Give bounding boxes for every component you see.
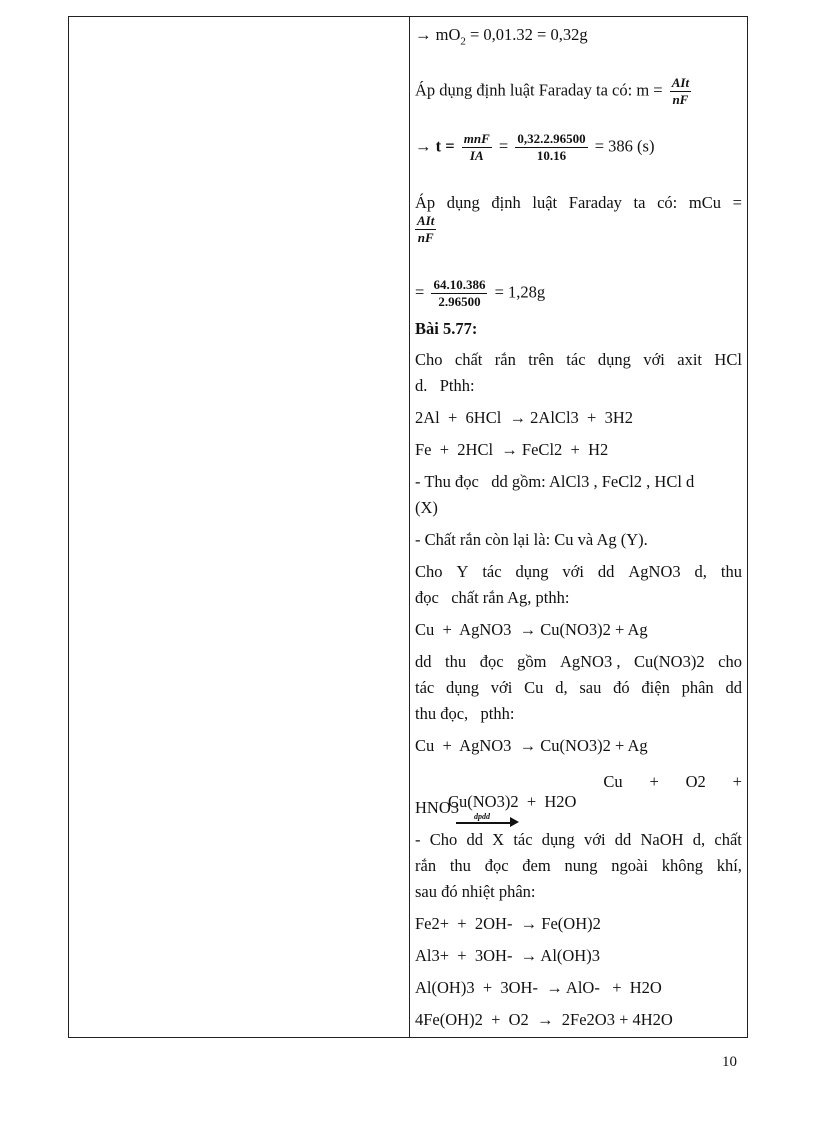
content-table [68, 16, 748, 1038]
paragraph-1-line-2: d. Pthh: [415, 376, 475, 395]
paragraph-2-line-2: đọc chất rắn Ag, pthh: [415, 588, 570, 607]
paragraph-4-line-3: sau đó nhiệt phân: [415, 882, 536, 901]
equation-3: Cu + AgNO3 → Cu(NO3)2 + Ag [415, 620, 648, 639]
equation-6: Fe2+ + 2OH- → Fe(OH)2 [415, 914, 601, 933]
paragraph-3-line-1: dd thu đọc gồm AgNO3 , Cu(NO3)2 cho [415, 652, 742, 671]
time-fraction-numeric: $\frac{0,32.2.96500}{10.16}$ [517, 131, 586, 163]
paragraph-4-line-2: rắn thu đọc đem nung ngoài không khí, [415, 856, 742, 875]
time-fraction-symbolic: $\frac{\text{mnF}}{IA}$ [463, 131, 490, 163]
solid-y-line: - Chất rắn còn lại là: Cu và Ag (Y). [415, 530, 648, 549]
exercise-heading: Bài 5.77: [415, 319, 478, 338]
faraday-fraction: $\frac{\text{AIt}}{nF}$ [671, 75, 690, 107]
faraday-law-line: Áp dụng định luật Faraday ta có: m = $\frac{\text{AIt}}{nF}$ [415, 75, 690, 107]
paragraph-1-line-1: Cho chất rắn trên tác dụng với axit HCl [415, 350, 742, 369]
page-number: 10 [722, 1054, 737, 1070]
faraday-cu-fraction-line [415, 213, 439, 246]
filtrate-x-line: - Thu đọc dd gồm: AlCl3 , FeCl2 , HCl d [415, 472, 695, 491]
electrolysis-arrow-icon: dpdd [456, 813, 518, 833]
equation-2: Fe + 2HCl → FeCl2 + H2 [415, 440, 609, 459]
mass-cu-fraction: $\frac{64.10.386}{2.96500}$ [433, 277, 486, 309]
paragraph-3-line-2: tác dụng với Cu d, sau đó điện phân dd [415, 678, 742, 697]
mass-o2-line: → $mO_2 = 0,01.32 = 0,32g$ [415, 25, 588, 48]
equation-8: Al(OH)3 + 3OH- → AlO- + H2O [415, 978, 662, 997]
equation-5-line-2: HNO3 [415, 798, 459, 817]
mass-cu-line: = $\frac{64.10.386}{2.96500}$ = 1,28g [415, 277, 546, 309]
equation-4: Cu + AgNO3 → Cu(NO3)2 + Ag [415, 736, 648, 755]
equation-7: Al3+ + 3OH- → Al(OH)3 [415, 946, 600, 965]
paragraph-2-line-1: Cho Y tác dụng với dd AgNO3 d, thu [415, 562, 742, 581]
faraday-cu-fraction: $\frac{\text{AIt}}{nF}$ [417, 213, 435, 245]
filtrate-x-label: (X) [415, 498, 438, 517]
column-divider [409, 17, 410, 1037]
equation-1: 2Al + 6HCl → 2AlCl3 + 3H2 [415, 408, 633, 427]
faraday-cu-line: Áp dụng định luật Faraday ta có: mCu = [415, 193, 742, 212]
paragraph-4-line-1: - Cho dd X tác dụng với dd NaOH d, chất [415, 830, 742, 849]
paragraph-3-line-3: thu đọc, pthh: [415, 704, 515, 723]
equation-5: Cu(NO3)2 + H2O dpdd Cu + O2 + [415, 772, 742, 853]
equation-9: 4Fe(OH)2 + O2 → 2Fe2O3 + 4H2O [415, 1010, 673, 1029]
time-calc-line: → t = $\frac{\text{mnF}}{IA}$ = $\frac{0,32.2.96500}{10.16}$ = 386 (s) [415, 131, 655, 163]
